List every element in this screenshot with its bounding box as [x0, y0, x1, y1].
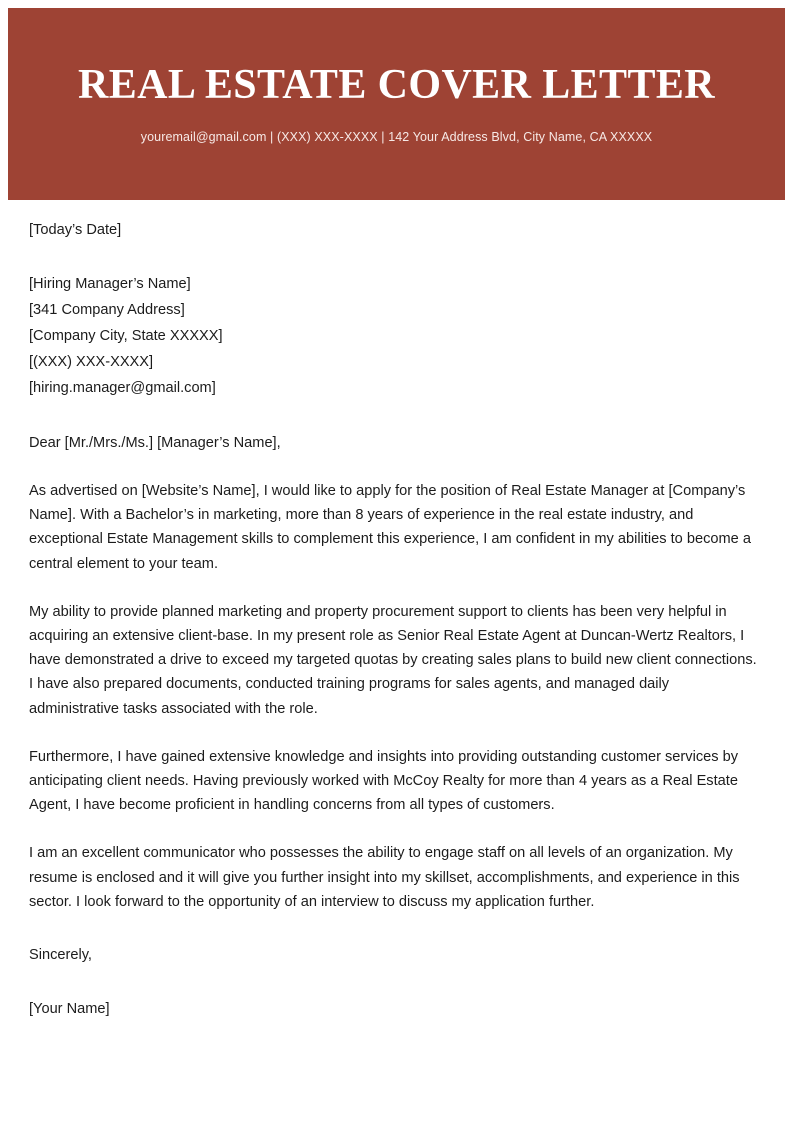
page-title: REAL ESTATE COVER LETTER: [77, 61, 716, 108]
letter-body: [29, 218, 761, 1021]
date-line: [Today’s Date]: [29, 222, 122, 238]
body-paragraph: Furthermore, I have gained extensive knowledge and insights into providing outstanding customer services by anticipating client needs. Having previously worked with McCoy Realty for more than 4 years as a Real Estate Agent, I have become proficient in handling concerns from all types of customers.: [29, 748, 739, 814]
signature-name: [Your Name]: [29, 1001, 110, 1018]
recipient-line: [341 Company Address]: [29, 302, 185, 318]
body-paragraph: As advertised on [Website’s Name], I would like to apply for the position of Real Estate Manager at [Company’s Name]. With a Bachelor’s in marketing, more than 8 years of experience in the real estate industry, and exceptional Estate Management skills to complement this experience, I am confident in my abilities to become a central element to your team.: [29, 483, 751, 572]
recipient-address-block: [29, 271, 761, 401]
recipient-line: [(XXX) XXX-XXXX]: [29, 354, 154, 370]
body-paragraph: My ability to provide planned marketing and property procurement support to clients has been very helpful in acquiring an extensive client-base. In my present role as Senior Real Estate Agent at Duncan-Wertz Realtors, I have demonstrated a drive to exceed my targeted quotas by creating sales plans to build new client connections. I have also prepared documents, conducted training programs for sales agents, and managed daily administrative tasks associated with the role.: [29, 603, 757, 717]
body-paragraph: I am an excellent communicator who possesses the ability to engage staff on all levels of an organization. My resume is enclosed and it will give you further insight into my skillset, accomplishments, and experience in this sector. I look forward to the opportunity of an interview to discuss my application further.: [29, 845, 740, 910]
closing-salutation: Sincerely,: [29, 947, 92, 964]
recipient-line: [hiring.manager@gmail.com]: [29, 380, 216, 396]
recipient-line: [Company City, State XXXXX]: [29, 328, 223, 344]
salutation: Dear [Mr./Mrs./Ms.] [Manager’s Name],: [29, 435, 281, 451]
recipient-line: [Hiring Manager’s Name]: [29, 276, 191, 292]
letter-header-banner: [8, 8, 785, 200]
header-contact-line: youremail@gmail.com | (XXX) XXX-XXXX | 142 Your Address Blvd, City Name, CA XXXXX: [140, 129, 653, 144]
